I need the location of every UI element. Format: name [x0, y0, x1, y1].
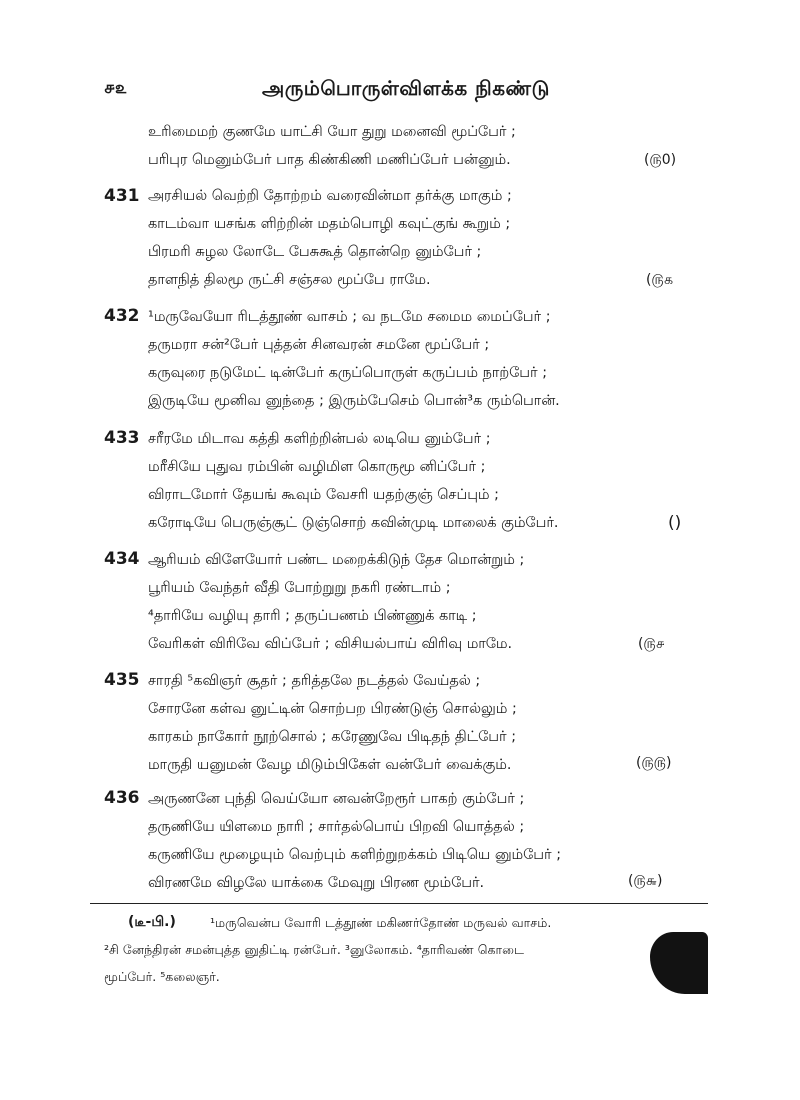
- footnote-line: ¹மருவென்ப வோரி டத்தூண் மகிணர்தோண் மருவல் வாசம்.: [210, 915, 552, 930]
- verse-line: பூரியம் வேந்தர் வீதி போற்றுறு நகரி ரண்டாம் ;: [148, 580, 451, 596]
- verse-line: தாளநித் திலமூ ருட்சி சஞ்சல மூப்பே ராமே.: [148, 272, 431, 288]
- verse-line: அருணனே புந்தி வெய்யோ னவன்றேரூர் பாகற் கும்பேர் ;: [148, 791, 525, 807]
- page-header: [0, 78, 800, 108]
- verse-line: ¹மருவேயோ ரிடத்தூண் வாசம் ; வ நடமே சமைம மைப்பேர் ;: [148, 309, 551, 325]
- page-number: ௪௨: [104, 78, 128, 98]
- verse-line: மரீசியே புதுவ ரம்பின் வழிமிள கொருமூ னிப்பேர் ;: [148, 459, 486, 475]
- verse-end-mark: (௫0): [644, 152, 677, 168]
- verse-line: காடம்வா யசங்க ளிற்றின் மதம்பொழி கவுட்குங் கூறும் ;: [148, 216, 511, 232]
- verse-line: மாருதி யனுமன் வேழ மிடும்பிகேள் வன்பேர் வைக்கும்.: [148, 757, 512, 773]
- footnote-line: ²சி னேந்திரன் சமன்புத்த னுதிட்டி ரன்பேர். ³னுலோகம். ⁴தாரிவண் கொடை: [104, 942, 525, 957]
- footnote-line: மூப்பேர். ⁵கலைஞர்.: [104, 969, 220, 984]
- footnote-divider: [90, 903, 708, 904]
- verse-line: பரிபுர மெனும்பேர் பாத கிண்கிணி மணிப்பேர் பன்னும்.: [148, 152, 511, 168]
- verse-end-mark: (௫௫): [636, 755, 672, 771]
- verse-line: பிரமரி சுழல லோடே பேசுகூத் தொன்றெ னும்பேர் ;: [148, 244, 482, 260]
- verse-line: ஆரியம் விளேயோர் பண்ட மறைக்கிடுந் தேச மொன்றும் ;: [148, 552, 525, 568]
- verse-number: 432: [104, 306, 140, 326]
- verse-line: கருவுரை நடுமேட் டின்பேர் கருப்பொருள் கருப்பம் நாற்பேர் ;: [148, 365, 548, 381]
- verse-line: காரகம் நாகோர் நூற்சொல் ; கரேணுவே பிடிதந் திட்பேர் ;: [148, 729, 517, 745]
- verse-line: கரோடியே பெருஞ்சூட் டுஞ்சொற் கவின்முடி மாலைக் கும்பேர்.: [148, 515, 559, 531]
- verse-end-mark: (௫௪: [638, 636, 665, 652]
- verse-line: சாரதி ⁵கவிஞர் சூதர் ; தரித்தலே நடத்தல் வேய்தல் ;: [148, 673, 481, 689]
- torn-page-corner: [650, 932, 708, 994]
- verse-line: ⁴தாரியே வழியு தாரி ; தருப்பணம் பிண்ணுக் காடி ;: [148, 608, 477, 624]
- footnote-label: (டீ-பி.): [128, 914, 176, 930]
- verse-end-mark: (): [668, 513, 682, 533]
- verse-line: அரசியல் வெற்றி தோற்றம் வரைவின்மா தர்க்கு மாகும் ;: [148, 188, 512, 204]
- verse-line: விரணமே விழலே யாக்கை மேவுறு பிரண மூம்பேர்.: [148, 875, 485, 891]
- verse-line: சோரனே கள்வ னுட்டின் சொற்பற பிரண்டுஞ் சொல்லும் ;: [148, 701, 517, 717]
- verse-end-mark: (௫௬): [628, 873, 663, 889]
- verse-end-mark: (௫௧: [646, 272, 674, 288]
- verse-number: 435: [104, 670, 140, 690]
- verse-number: 433: [104, 428, 140, 448]
- verse-line: சரீரமே மிடாவ கத்தி களிற்றின்பல் லடியெ னும்பேர் ;: [148, 431, 491, 447]
- verse-line: உரிமைமற் குணமே யாட்சி யோ துறு மனைவி மூப்பேர் ;: [148, 124, 516, 140]
- page-title: அரும்பொருள்விளக்க நிகண்டு: [262, 76, 550, 100]
- verse-line: தருணியே யிளமை நாரி ; சார்தல்பொய் பிறவி யொத்தல் ;: [148, 819, 525, 835]
- verse-line: கருணியே மூழையும் வெற்பும் களிற்றுறக்கம் பிடியெ னும்பேர் ;: [148, 847, 562, 863]
- verse-number: 431: [104, 186, 140, 206]
- verse-line: தருமரா சன்²பேர் புத்தன் சினவரன் சமனே மூப்பேர் ;: [148, 337, 490, 353]
- verse-line: விராடமோர் தேயங் கூவும் வேசரி யதற்குஞ் செப்பும் ;: [148, 487, 500, 503]
- verse-line: வேரிகள் விரிவே விப்பேர் ; விசியல்பாய் விரிவு மாமே.: [148, 636, 513, 652]
- verse-number: 436: [104, 788, 140, 808]
- verse-line: இருடியே மூனிவ னுந்தை ; இரும்பேசெம் பொன்³க ரும்பொன்.: [148, 393, 560, 409]
- verse-number: 434: [104, 549, 140, 569]
